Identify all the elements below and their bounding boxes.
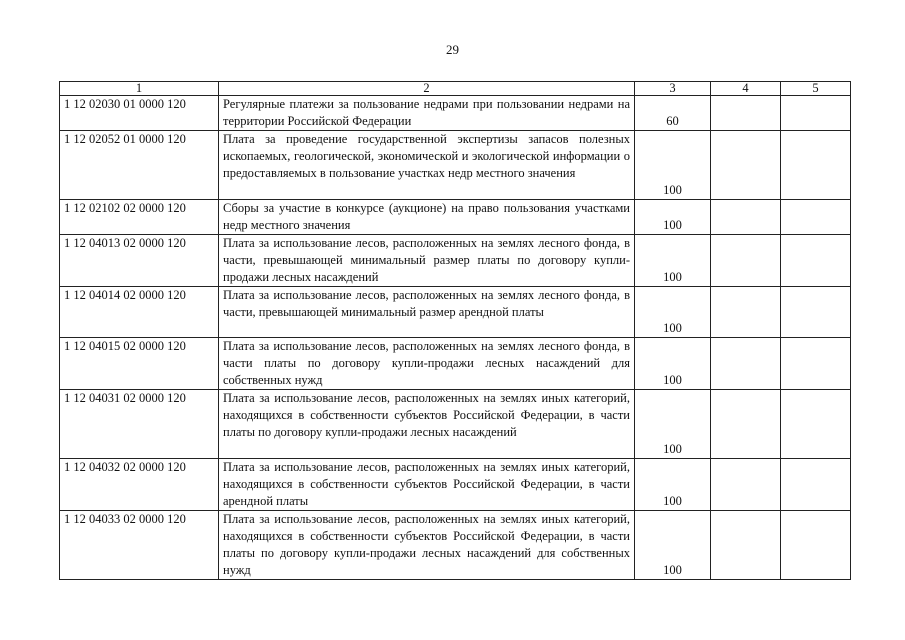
column-header-2: 2	[219, 82, 635, 96]
table-row	[60, 511, 851, 580]
revenue-code-table	[59, 81, 851, 580]
row-code: 1 12 04014 02 0000 120	[60, 287, 219, 338]
row-value: 100	[635, 511, 711, 580]
row-col5	[781, 287, 851, 338]
table-row	[60, 338, 851, 390]
row-col4	[711, 131, 781, 200]
table-row	[60, 287, 851, 338]
table-row	[60, 131, 851, 200]
table-row	[60, 390, 851, 459]
row-value: 60	[635, 96, 711, 131]
row-description: Плата за использование лесов, расположенных на землях лесного фонда, в части, превышающей минимальный размер арендной платы	[219, 287, 635, 338]
row-code: 1 12 02102 02 0000 120	[60, 200, 219, 235]
row-col5	[781, 390, 851, 459]
row-col4	[711, 338, 781, 390]
row-col4	[711, 200, 781, 235]
row-col5	[781, 235, 851, 287]
row-value: 100	[635, 338, 711, 390]
row-col5	[781, 200, 851, 235]
row-col5	[781, 96, 851, 131]
row-value: 100	[635, 459, 711, 511]
table-row	[60, 200, 851, 235]
row-code: 1 12 04032 02 0000 120	[60, 459, 219, 511]
row-col4	[711, 459, 781, 511]
row-description: Плата за использование лесов, расположенных на землях иных категорий, находящихся в собственности субъектов Российской Федерации, в части арендной платы	[219, 459, 635, 511]
row-col4	[711, 235, 781, 287]
table-row	[60, 459, 851, 511]
row-code: 1 12 04013 02 0000 120	[60, 235, 219, 287]
row-col5	[781, 511, 851, 580]
page-number: 29	[446, 42, 459, 57]
row-col5	[781, 338, 851, 390]
row-code: 1 12 04015 02 0000 120	[60, 338, 219, 390]
row-description: Плата за проведение государственной экспертизы запасов полезных ископаемых, геологической, экономической и экологической информации о предоставляемых в пользование участках недр местного значения	[219, 131, 635, 200]
row-value: 100	[635, 131, 711, 200]
row-col4	[711, 287, 781, 338]
row-description: Плата за использование лесов, расположенных на землях лесного фонда, в части, превышающей минимальный размер платы по договору купли-продажи лесных насаждений	[219, 235, 635, 287]
column-header-1: 1	[60, 82, 219, 96]
column-header-3: 3	[635, 82, 711, 96]
table-row	[60, 235, 851, 287]
row-description: Плата за использование лесов, расположенных на землях иных категорий, находящихся в собственности субъектов Российской Федерации, в части платы по договору купли-продажи лесных насаждений	[219, 390, 635, 459]
row-description: Регулярные платежи за пользование недрами при пользовании недрами на территории Российской Федерации	[219, 96, 635, 131]
row-col5	[781, 459, 851, 511]
row-col4	[711, 96, 781, 131]
row-description: Плата за использование лесов, расположенных на землях иных категорий, находящихся в собственности субъектов Российской Федерации, в части платы по договору купли-продажи лесных насаждений для собственных нужд	[219, 511, 635, 580]
row-value: 100	[635, 235, 711, 287]
row-value: 100	[635, 200, 711, 235]
row-description: Плата за использование лесов, расположенных на землях лесного фонда, в части платы по договору купли-продажи лесных насаждений для собственных нужд	[219, 338, 635, 390]
table-row	[60, 96, 851, 131]
table-header-row	[60, 82, 851, 96]
row-code: 1 12 02030 01 0000 120	[60, 96, 219, 131]
row-code: 1 12 02052 01 0000 120	[60, 131, 219, 200]
row-col4	[711, 511, 781, 580]
row-code: 1 12 04031 02 0000 120	[60, 390, 219, 459]
column-header-5: 5	[781, 82, 851, 96]
row-col5	[781, 131, 851, 200]
row-col4	[711, 390, 781, 459]
row-value: 100	[635, 287, 711, 338]
column-header-4: 4	[711, 82, 781, 96]
row-description: Сборы за участие в конкурсе (аукционе) на право пользования участками недр местного значения	[219, 200, 635, 235]
row-value: 100	[635, 390, 711, 459]
row-code: 1 12 04033 02 0000 120	[60, 511, 219, 580]
